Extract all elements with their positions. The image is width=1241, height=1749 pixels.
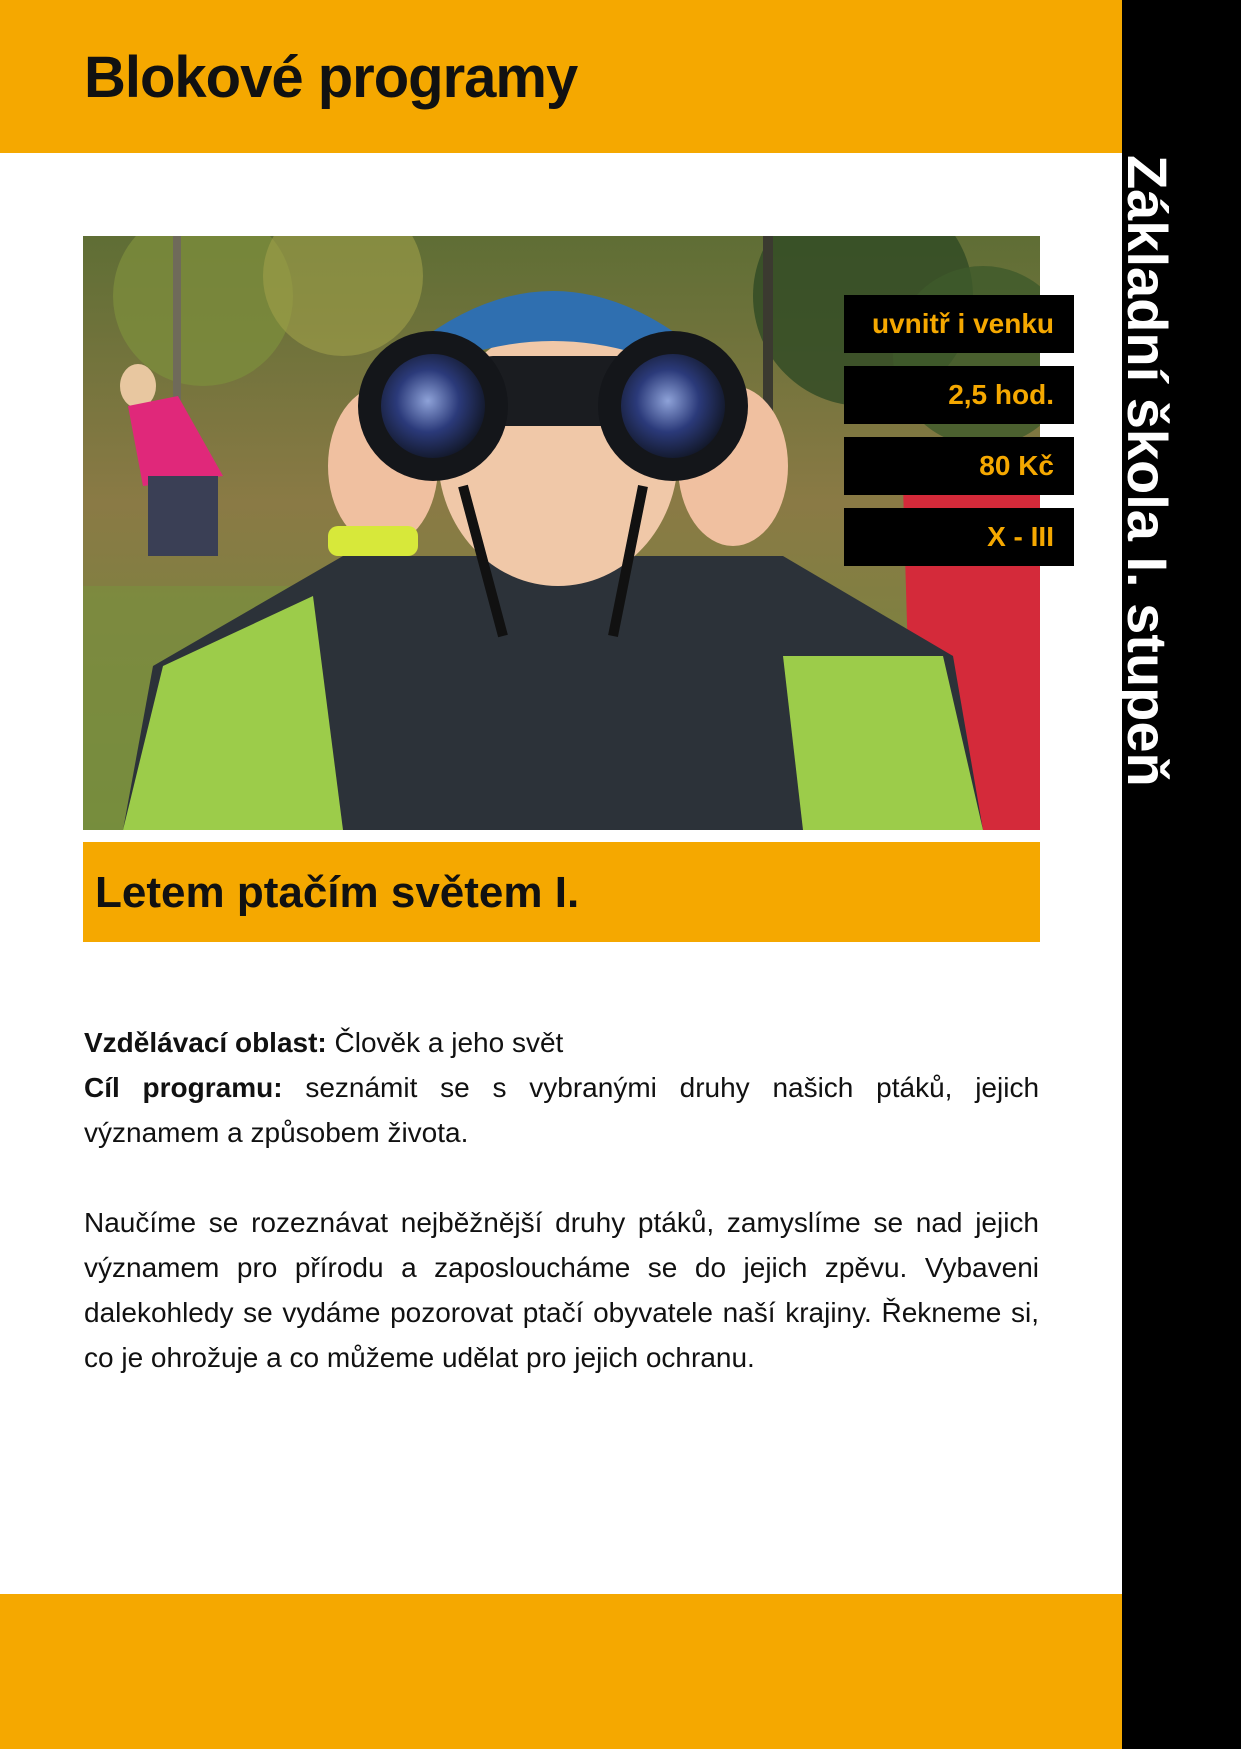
program-description: Naučíme se rozeznávat nejběžnější druhy ptáků, zamyslíme se nad jejich významem pro přírodu a zaposloucháme se do jejich zpěvu. Vybaveni dalekohledy se vydáme pozorovat ptačí obyvatele naší krajiny. Řekneme si, co je ohrožuje a co můžeme udělat pro jejich ochranu. xyxy=(84,1207,1039,1373)
area-label: Vzdělávací oblast: xyxy=(84,1027,327,1058)
goal-line xyxy=(84,1065,1039,1155)
tag-grades: X - III xyxy=(844,508,1074,566)
page-title: Blokové programy xyxy=(84,45,578,110)
program-title: Letem ptačím světem I. xyxy=(95,868,580,917)
program-title-band xyxy=(83,842,1040,942)
tag-location: uvnitř i venku xyxy=(844,295,1074,353)
goal-label: Cíl programu: xyxy=(84,1072,283,1103)
area-line xyxy=(84,1020,1039,1065)
goal-value: seznámit se s vybranými druhy našich ptáků, jejich významem a způsobem života. xyxy=(84,1072,1040,1148)
header-band xyxy=(0,0,1122,153)
area-value: Člověk a jeho svět xyxy=(334,1027,564,1058)
side-title: Základní škola I. stupeň xyxy=(1116,155,1179,787)
footer-band xyxy=(0,1594,1122,1749)
program-details xyxy=(84,1020,1039,1380)
tag-price: 80 Kč xyxy=(844,437,1074,495)
tag-duration: 2,5 hod. xyxy=(844,366,1074,424)
